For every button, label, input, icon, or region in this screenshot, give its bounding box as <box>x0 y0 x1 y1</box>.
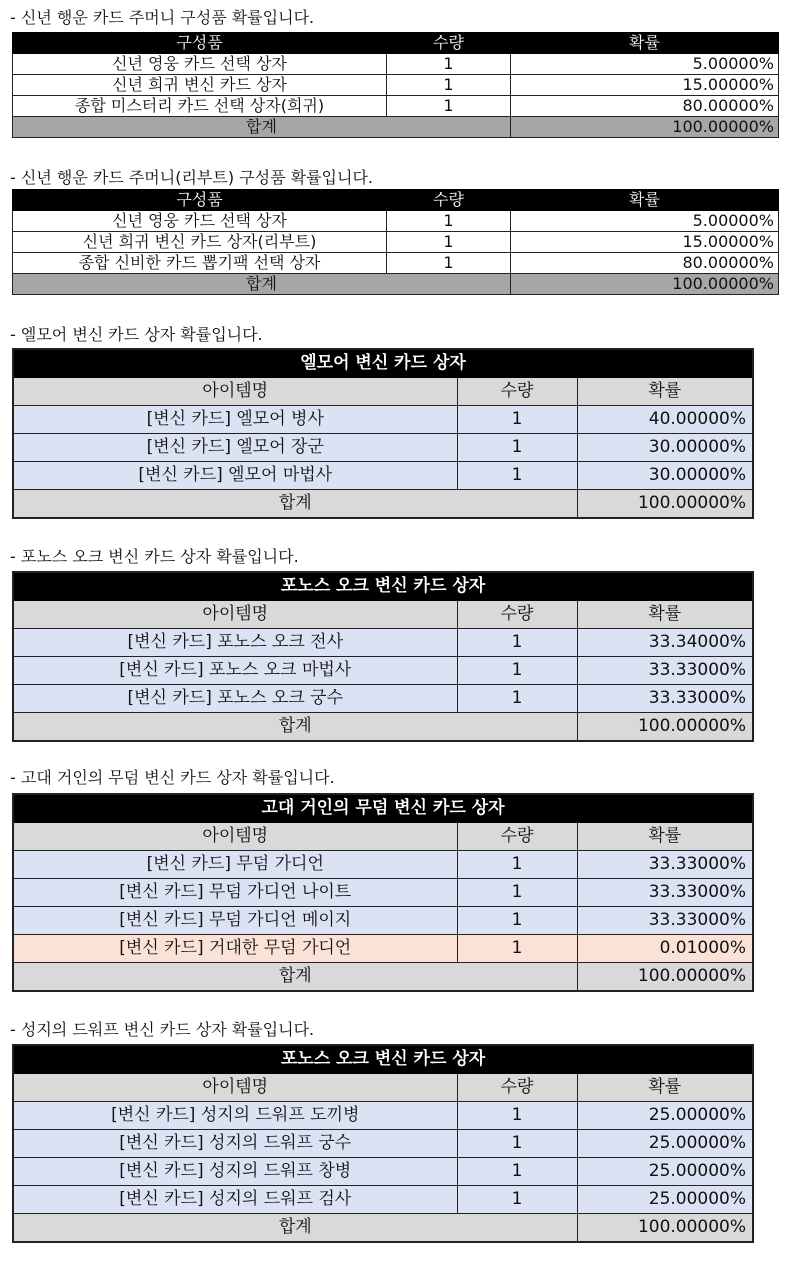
item-qty: 1 <box>457 434 577 462</box>
total-prob: 100.00000% <box>511 117 779 138</box>
item-prob: 15.00000% <box>511 232 779 253</box>
section4-caption: - 포노스 오크 변신 카드 상자 확률입니다. <box>10 547 299 566</box>
item-name: [변신 카드] 포노스 오크 궁수 <box>13 685 457 713</box>
table-title: 포노스 오크 변신 카드 상자 <box>13 572 753 601</box>
item-prob: 33.33000% <box>577 685 753 713</box>
total-label: 합계 <box>13 274 511 295</box>
item-qty: 1 <box>457 1186 577 1214</box>
table-row <box>13 406 753 434</box>
item-prob: 30.00000% <box>577 462 753 490</box>
table-title-row <box>13 794 753 823</box>
item-prob: 25.00000% <box>577 1158 753 1186</box>
header-item: 아이템명 <box>13 601 457 629</box>
table-row <box>13 54 779 75</box>
item-prob: 15.00000% <box>511 75 779 96</box>
total-row <box>13 1214 753 1243</box>
item-name: [변신 카드] 성지의 드워프 도끼병 <box>13 1102 457 1130</box>
total-row <box>13 274 779 295</box>
table-title-row <box>13 349 753 378</box>
item-qty: 1 <box>387 211 511 232</box>
header-prob: 확률 <box>577 823 753 851</box>
item-prob: 25.00000% <box>577 1102 753 1130</box>
table-row <box>13 1186 753 1214</box>
table-row <box>13 879 753 907</box>
total-label: 합계 <box>13 490 577 519</box>
section6-caption: - 성지의 드워프 변신 카드 상자 확률입니다. <box>10 1020 315 1039</box>
header-qty: 수량 <box>457 601 577 629</box>
section5-table <box>12 793 754 992</box>
item-name: [변신 카드] 엘모어 마법사 <box>13 462 457 490</box>
header-item: 아이템명 <box>13 378 457 406</box>
item-name: [변신 카드] 성지의 드워프 창병 <box>13 1158 457 1186</box>
header-prob: 확률 <box>511 190 779 211</box>
total-row <box>13 490 753 519</box>
item-name: 신년 영웅 카드 선택 상자 <box>13 211 387 232</box>
header-qty: 수량 <box>457 1074 577 1102</box>
item-qty: 1 <box>457 879 577 907</box>
item-qty: 1 <box>457 657 577 685</box>
header-qty: 수량 <box>387 33 511 54</box>
table-row <box>13 1158 753 1186</box>
item-name: [변신 카드] 거대한 무덤 가디언 <box>13 935 457 963</box>
item-name: 신년 희귀 변신 카드 상자 <box>13 75 387 96</box>
item-prob: 80.00000% <box>511 96 779 117</box>
header-prob: 확률 <box>577 378 753 406</box>
table-header-row <box>13 378 753 406</box>
table-row <box>13 851 753 879</box>
item-qty: 1 <box>457 406 577 434</box>
item-qty: 1 <box>387 96 511 117</box>
table-title: 엘모어 변신 카드 상자 <box>13 349 753 378</box>
item-name: 종합 미스터리 카드 선택 상자(희귀) <box>13 96 387 117</box>
item-qty: 1 <box>387 54 511 75</box>
table-row <box>13 657 753 685</box>
table-header-row <box>13 190 779 211</box>
section6-table <box>12 1044 754 1243</box>
total-row <box>13 963 753 992</box>
section3-caption: - 엘모어 변신 카드 상자 확률입니다. <box>10 325 263 344</box>
total-prob: 100.00000% <box>577 963 753 992</box>
header-item: 아이템명 <box>13 823 457 851</box>
total-prob: 100.00000% <box>577 490 753 519</box>
item-name: [변신 카드] 무덤 가디언 나이트 <box>13 879 457 907</box>
section3-table <box>12 348 754 519</box>
table-row <box>13 907 753 935</box>
section4-table <box>12 571 754 742</box>
item-prob: 33.33000% <box>577 657 753 685</box>
item-qty: 1 <box>457 851 577 879</box>
table-title-row <box>13 1045 753 1074</box>
item-name: [변신 카드] 엘모어 장군 <box>13 434 457 462</box>
item-prob: 5.00000% <box>511 54 779 75</box>
table-row <box>13 96 779 117</box>
section5-caption: - 고대 거인의 무덤 변신 카드 상자 확률입니다. <box>10 768 335 787</box>
header-qty: 수량 <box>457 378 577 406</box>
table-header-row <box>13 1074 753 1102</box>
item-qty: 1 <box>457 1130 577 1158</box>
item-prob: 80.00000% <box>511 253 779 274</box>
total-row <box>13 713 753 742</box>
total-label: 합계 <box>13 963 577 992</box>
header-item: 아이템명 <box>13 1074 457 1102</box>
item-name: [변신 카드] 포노스 오크 마법사 <box>13 657 457 685</box>
table-row <box>13 685 753 713</box>
item-prob: 25.00000% <box>577 1130 753 1158</box>
item-prob: 33.33000% <box>577 907 753 935</box>
table-row <box>13 629 753 657</box>
item-name: [변신 카드] 엘모어 병사 <box>13 406 457 434</box>
section1-table <box>12 32 779 138</box>
table-title: 고대 거인의 무덤 변신 카드 상자 <box>13 794 753 823</box>
table-row <box>13 75 779 96</box>
item-qty: 1 <box>457 1158 577 1186</box>
item-prob: 33.33000% <box>577 879 753 907</box>
item-name: [변신 카드] 성지의 드워프 검사 <box>13 1186 457 1214</box>
table-row <box>13 1130 753 1158</box>
total-label: 합계 <box>13 713 577 742</box>
header-item: 구성품 <box>13 190 387 211</box>
item-qty: 1 <box>457 462 577 490</box>
header-qty: 수량 <box>387 190 511 211</box>
item-qty: 1 <box>387 232 511 253</box>
table-header-row <box>13 601 753 629</box>
item-name: [변신 카드] 무덤 가디언 메이지 <box>13 907 457 935</box>
section2-table <box>12 189 779 295</box>
item-qty: 1 <box>457 935 577 963</box>
table-row-highlighted <box>13 935 753 963</box>
table-title: 포노스 오크 변신 카드 상자 <box>13 1045 753 1074</box>
item-qty: 1 <box>387 75 511 96</box>
item-qty: 1 <box>387 253 511 274</box>
header-item: 구성품 <box>13 33 387 54</box>
item-name: 신년 희귀 변신 카드 상자(리부트) <box>13 232 387 253</box>
item-name: [변신 카드] 성지의 드워프 궁수 <box>13 1130 457 1158</box>
item-prob: 0.01000% <box>577 935 753 963</box>
section2-caption: - 신년 행운 카드 주머니(리부트) 구성품 확률입니다. <box>10 168 373 187</box>
item-name: 신년 영웅 카드 선택 상자 <box>13 54 387 75</box>
table-row <box>13 211 779 232</box>
item-name: [변신 카드] 포노스 오크 전사 <box>13 629 457 657</box>
item-prob: 30.00000% <box>577 434 753 462</box>
total-prob: 100.00000% <box>577 1214 753 1243</box>
item-name: [변신 카드] 무덤 가디언 <box>13 851 457 879</box>
total-row <box>13 117 779 138</box>
header-prob: 확률 <box>577 1074 753 1102</box>
header-prob: 확률 <box>577 601 753 629</box>
table-row <box>13 232 779 253</box>
item-qty: 1 <box>457 907 577 935</box>
header-prob: 확률 <box>511 33 779 54</box>
table-header-row <box>13 823 753 851</box>
total-label: 합계 <box>13 1214 577 1243</box>
header-qty: 수량 <box>457 823 577 851</box>
item-qty: 1 <box>457 1102 577 1130</box>
item-prob: 5.00000% <box>511 211 779 232</box>
total-prob: 100.00000% <box>577 713 753 742</box>
item-prob: 25.00000% <box>577 1186 753 1214</box>
table-row <box>13 1102 753 1130</box>
item-prob: 33.34000% <box>577 629 753 657</box>
table-title-row <box>13 572 753 601</box>
total-prob: 100.00000% <box>511 274 779 295</box>
section1-caption: - 신년 행운 카드 주머니 구성품 확률입니다. <box>10 8 315 27</box>
table-row <box>13 462 753 490</box>
total-label: 합계 <box>13 117 511 138</box>
item-name: 종합 신비한 카드 뽑기팩 선택 상자 <box>13 253 387 274</box>
item-qty: 1 <box>457 629 577 657</box>
table-row <box>13 434 753 462</box>
item-prob: 33.33000% <box>577 851 753 879</box>
table-row <box>13 253 779 274</box>
table-header-row <box>13 33 779 54</box>
item-prob: 40.00000% <box>577 406 753 434</box>
item-qty: 1 <box>457 685 577 713</box>
